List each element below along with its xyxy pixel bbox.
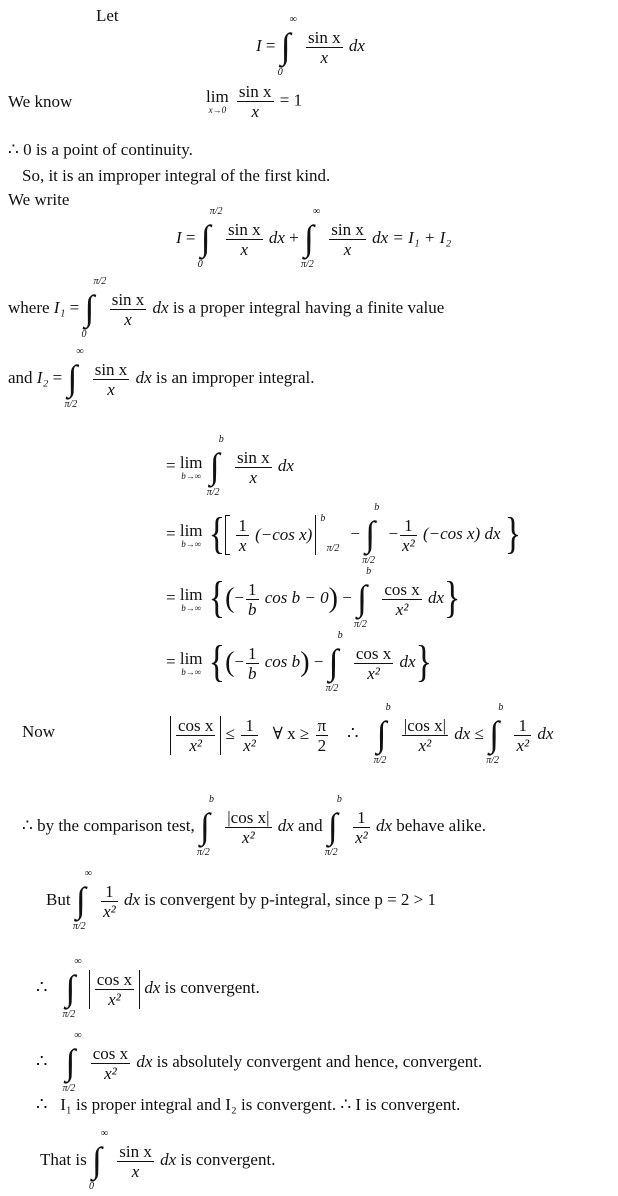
line-we-know: We know	[8, 92, 73, 111]
line-where: where I₁ = ∫ π/2 0 $\frac{\text{sin x}}{x}$ dx is a proper integral having a finite value	[8, 276, 445, 340]
fraction: $\frac{\text{sin x}}{x}$	[237, 447, 270, 487]
fraction: $\frac{\text{sin x}}{x}$	[238, 82, 272, 121]
let-label: Let	[96, 6, 119, 25]
integral-sign: ∫ ∞ π/2	[301, 206, 321, 270]
fraction: $\frac{1}{\text{x²}}$	[355, 807, 368, 847]
integral-sign: ∫ ∞ π/2	[62, 956, 82, 1020]
absolute-value: $\frac{\text{cos x}}{\text{x²}}$	[170, 716, 221, 755]
integral-sign: ∫ b π/2	[486, 702, 504, 766]
fraction: $\frac{\text{cos x}}{\text{x²}}$	[384, 579, 420, 619]
integral-sign: ∫ ∞ 0	[277, 14, 297, 78]
line-absolutely: ∴ ∫ ∞ π/2 $\frac{\text{cos x}}{\text{x²}}$ dx is absolutely convergent and hence, convergent.	[36, 1030, 483, 1094]
fraction: $\frac{\text{sin x}}{x}$	[228, 219, 261, 259]
eq-definition: I = ∫ ∞ 0 $\frac{\text{sin x}}{x}$ dx	[256, 14, 365, 78]
fraction: $\frac{\text{cos x}}{\text{x²}}$	[92, 1043, 129, 1083]
integral-sign: ∫ ∞ π/2	[64, 346, 84, 410]
eq-step-2: = lim b→∞ { $\frac{1}{x}$ (−cos x) b π/2 − ∫ b π/2 − $\frac{1}{\text{x²}}$ (−cos x) dx }	[166, 502, 522, 566]
line-and-I2: and I₂ = ∫ ∞ π/2 $\frac{\text{sin x}}{x}$ dx is an improper integral.	[8, 346, 315, 410]
integral-sign: ∫ b π/2	[206, 434, 224, 498]
fraction: $\frac{1}{\text{x²}}$	[402, 515, 415, 555]
fraction: $\frac{\text{sin x}}{x}$	[94, 359, 128, 399]
eq-step-4: = lim b→∞ {(− $\frac{1}{b}$ cos b) − ∫ b π/2 $\frac{\text{cos x}}{\text{x²}}$ dx}	[166, 630, 432, 694]
line-but: But ∫ ∞ π/2 $\frac{1}{\text{x²}}$ dx is convergent by p-integral, since p = 2 > 1	[46, 868, 437, 932]
line-conclusion: ∴ I₁ is proper integral and I₂ is convergent. ∴ I is convergent.	[36, 1094, 461, 1114]
fraction: $\frac{1}{x}$	[238, 515, 247, 555]
integral-sign: ∫ b π/2	[373, 702, 391, 766]
eq-step-3: = lim b→∞ {(− $\frac{1}{b}$ cos b − 0) − ∫ b π/2 $\frac{\text{cos x}}{\text{x²}}$ dx}	[166, 566, 461, 630]
fraction: $\frac{1}{\text{x²}}$	[516, 715, 530, 755]
line-first-kind: So, it is an improper integral of the first kind.	[22, 166, 331, 185]
integral-sign: ∫ b π/2	[362, 502, 380, 566]
integral-sign: ∫ ∞ π/2	[62, 1030, 82, 1094]
line-comparison: ∴ by the comparison test, ∫ b π/2 $\frac{\text{|cos x|}}{\text{x²}}$ dx and ∫ b π/2 $\frac{1}{\text{x²}}$ dx behave alike.	[22, 794, 486, 858]
limit: lim x→0	[206, 87, 229, 115]
fraction: $\frac{\pi}{2}$	[317, 715, 327, 755]
fraction: $\frac{1}{\text{x²}}$	[103, 881, 116, 921]
fraction: $\frac{1}{b}$	[248, 579, 257, 619]
line-now: Now	[22, 722, 56, 741]
eq-inequality: $\frac{\text{cos x}}{\text{x²}}$ ≤ $\frac{1}{\text{x²}}$ ∀ x ≥ $\frac{\pi}{2}$ ∴ ∫ b π/2 $\frac{\text{|cos x|}}{\text{x²}}$ dx ≤ ∫ b π/2 $\frac{1}{\text{x²}}$ dx	[170, 708, 553, 762]
integral-sign: ∫ ∞ 0	[89, 1128, 109, 1192]
line-continuity: ∴ 0 is a point of continuity.	[8, 140, 193, 159]
integral-sign: ∫ b π/2	[197, 794, 215, 858]
line-that-is: That is ∫ ∞ 0 $\frac{\text{sin x}}{x}$ dx is convergent.	[40, 1128, 276, 1192]
integral-sign: ∫ ∞ π/2	[72, 868, 92, 932]
fraction: $\frac{\text{sin x}}{x}$	[111, 289, 145, 329]
fraction: $\frac{\text{sin x}}{x}$	[308, 27, 341, 67]
limit: lim b→∞	[179, 584, 203, 613]
fraction: $\frac{1}{b}$	[248, 643, 257, 683]
fraction: $\frac{\text{|cos x|}}{\text{x²}}$	[403, 715, 447, 755]
limit: lim b→∞	[179, 648, 203, 677]
fraction: $\frac{1}{\text{x²}}$	[243, 715, 256, 755]
fraction: $\frac{\text{sin x}}{x}$	[331, 219, 364, 259]
absolute-value: $\frac{\text{cos x}}{\text{x²}}$	[89, 970, 140, 1009]
evaluation-bar: (−cos x) b π/2	[255, 513, 340, 554]
eq-step-1: = lim b→∞ ∫ b π/2 $\frac{\text{sin x}}{x}$ dx	[166, 434, 294, 498]
integral-sign: ∫ b π/2	[325, 630, 343, 694]
integral-sign: ∫ π/2 0	[197, 206, 223, 270]
integral-sign: ∫ b π/2	[324, 794, 342, 858]
line-let	[96, 6, 119, 26]
eq-limit: lim x→0 $\frac{\text{sin x}}{x}$ = 1	[206, 82, 303, 121]
integral-sign: ∫ π/2 0	[81, 276, 107, 340]
limit: lim b→∞	[179, 452, 203, 481]
eq-split: I = ∫ π/2 0 $\frac{\text{sin x}}{x}$ dx + ∫ ∞ π/2 $\frac{\text{sin x}}{x}$ dx = I₁ + I₂	[176, 206, 452, 270]
fraction: $\frac{\text{|cos x|}}{\text{x²}}$	[227, 807, 270, 847]
fraction: $\frac{\text{cos x}}{\text{x²}}$	[355, 643, 392, 683]
limit: lim b→∞	[179, 520, 203, 549]
line-abs-convergent: ∴ ∫ ∞ π/2 $\frac{\text{cos x}}{\text{x²}}$ dx is convergent.	[36, 956, 260, 1020]
fraction: $\frac{\text{sin x}}{x}$	[119, 1141, 152, 1181]
integral-sign: ∫ b π/2	[354, 566, 372, 630]
line-we-write: We write	[8, 190, 70, 209]
